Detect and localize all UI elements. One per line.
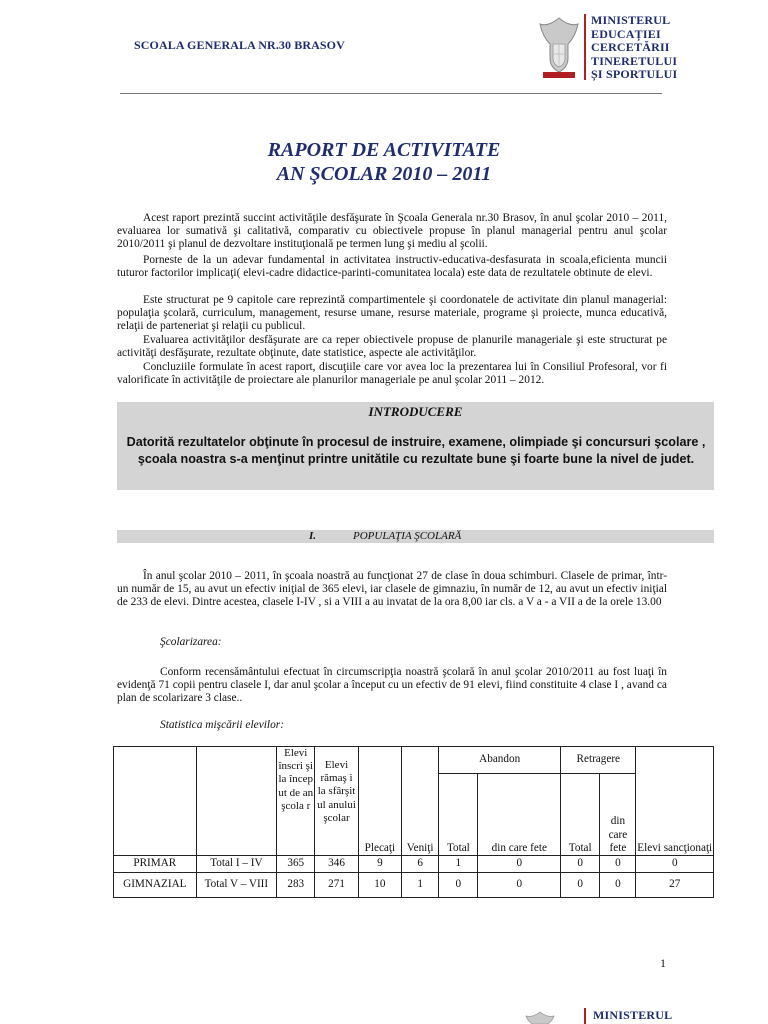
- page-number: 1: [660, 956, 666, 970]
- ministry-line: CERCETĂRII: [591, 40, 670, 55]
- table-cell: GIMNAZIAL: [114, 873, 197, 898]
- table-row: [114, 873, 714, 898]
- table-header-cell: Veniţi: [402, 747, 439, 856]
- paragraph: În anul şcolar 2010 – 2011, în şcoala noastră au funcţionat 27 de clase în doua schimburi. Clasele de primar, într-un număr de 15, au avut un efectiv iniţial de 365 elevi, iar clasele de gimnaziu, în număr de 12, au avut un efectiv iniţial de 233 de elevi. Dintre acestea, clasele I-IV , si a VIII a au invatat de la ora 8,00 iar cls. a V a - a VII a de la orele 13.00: [117, 570, 667, 609]
- report-subtitle: AN ŞCOLAR 2010 – 2011: [276, 163, 492, 185]
- table-cell: 0: [600, 856, 636, 873]
- ministry-name: [591, 14, 677, 82]
- ministry-line: MINISTERUL: [591, 13, 671, 27]
- table-header-cell: din care fete: [478, 774, 561, 856]
- table-cell: 1: [439, 856, 478, 873]
- header-divider: [120, 93, 662, 94]
- table-cell: 1: [402, 873, 439, 898]
- school-name: SCOALA GENERALA NR.30 BRASOV: [134, 38, 345, 52]
- table-header-cell: Retragere: [561, 747, 636, 774]
- table-cell: 10: [358, 873, 401, 898]
- paragraph: Conform recensământului efectuat în circumscripţia noastră şcolară în anul şcolar 2010/2011 au fost luaţi în evidenţă 71 copii pentru clasele I, dar anul şcolar a început cu un efectiv de 91 elevi, fiind constituite 4 clase I , avand ca plan de scolarizare 3 clase..: [117, 666, 667, 705]
- table-header-cell: din care fete: [600, 774, 636, 856]
- table-cell: 271: [315, 873, 358, 898]
- table-cell: Total I – IV: [196, 856, 277, 873]
- table-cell: 27: [636, 873, 714, 898]
- paragraph: Evaluarea activităţilor desfăşurate are ca reper obiectivele propuse de planurile manageriale şi este structurat pe activităţi desfăşurate, rezultate obţinute, date statistice, aspecte ale activităţilor.: [117, 334, 667, 360]
- table-cell: 346: [315, 856, 358, 873]
- paragraph: Este structurat pe 9 capitole care reprezintă compartimentele şi coordonatele de activitate din planul managerial: populaţia şcolară, curriculum, management, resurse umane, resurse materiale, programe şi proiecte, munca educativă, relaţii de parteneriat şi relaţii cu publicul.: [117, 294, 667, 333]
- introducere-text: Datorită rezultatelor obţinute în procesul de instruire, examene, olimpiade şi concursuri şcolare , şcoala noastra s-a menţinut printre unitătile cu rezultate bune şi foarte bune la nivel de judet.: [126, 435, 706, 466]
- table-cell: PRIMAR: [114, 856, 197, 873]
- table-cell: 0: [439, 873, 478, 898]
- table-cell: 9: [358, 856, 401, 873]
- romania-coat-of-arms-icon: [536, 14, 582, 80]
- table-cell: 0: [478, 856, 561, 873]
- statistica-heading: Statistica mişcării elevilor:: [160, 719, 285, 731]
- introducere-heading: INTRODUCERE: [368, 404, 463, 419]
- table-header-cell: Abandon: [439, 747, 561, 774]
- table-cell: 0: [636, 856, 714, 873]
- table-cell: 365: [277, 856, 315, 873]
- table-header-cell: Elevi înscri şi la încep ut de an şcola r: [277, 747, 315, 856]
- table-cell: 0: [561, 856, 600, 873]
- table-header-cell: Elevi sancţionaţi: [636, 747, 714, 856]
- ministry-line: TINERETULUI: [591, 53, 678, 68]
- ministry-divider: [584, 1008, 586, 1024]
- table-cell: Total V – VIII: [196, 873, 277, 898]
- table-cell: 0: [478, 873, 561, 898]
- table-header-cell: Elevi rămaş i la sfârşit ul anului şcolar: [315, 747, 358, 856]
- ministry-divider: [584, 14, 586, 80]
- table-header-row: [114, 747, 714, 774]
- table-header-cell: [114, 747, 197, 856]
- statistics-table: [113, 746, 714, 898]
- table-cell: 0: [561, 873, 600, 898]
- table-cell: 6: [402, 856, 439, 873]
- paragraph: Concluziile formulate în acest raport, discuţiile care vor avea loc la prezentarea lui în Consiliul Profesoral, vor fi valorificate în activităţile de proiectare ale planurilor manageriale pe anul şcolar 2011 – 2012.: [117, 361, 667, 387]
- paragraph: Acest raport prezintă succint activităţile desfăşurate în Şcoala Generala nr.30 Brasov, în anul şcolar 2010 – 2011, evaluarea lor sumativă şi calitativă, comparativ cu obiectivele propuse în planul managerial pentru anul şcolar 2010/2011 şi planul de dezvoltare instituţională pe termen lung şi mediu al şcolii.: [117, 212, 667, 251]
- table-cell: 283: [277, 873, 315, 898]
- table-header-cell: Plecaţi: [358, 747, 401, 856]
- paragraph: Porneste de la un adevar fundamental in activitatea instructiv-educativa-desfasurata in scoala,eficienta muncii tuturor factorilor implicaţi( elevi-cadre didactice-parinti-comunitatea locala) este data de rezultatele obtinute de elevi.: [117, 254, 667, 280]
- table-row: [114, 856, 714, 873]
- table-cell: 0: [600, 873, 636, 898]
- section-title: POPULAŢIA ŞCOLARĂ: [353, 530, 462, 542]
- romania-coat-of-arms-icon: [510, 1010, 570, 1024]
- section-number: I.: [309, 530, 317, 542]
- ministry-line: EDUCAȚIEI: [591, 26, 661, 41]
- ministry-name-footer: MINISTERUL: [593, 1008, 673, 1022]
- table-header-cell: Total: [439, 774, 478, 856]
- report-title: RAPORT DE ACTIVITATE: [267, 139, 501, 161]
- scolarizarea-heading: Şcolarizarea:: [160, 636, 222, 648]
- table-header-cell: Total: [561, 774, 600, 856]
- ministry-line: ȘI SPORTULUI: [591, 67, 678, 82]
- table-header-cell: [196, 747, 277, 856]
